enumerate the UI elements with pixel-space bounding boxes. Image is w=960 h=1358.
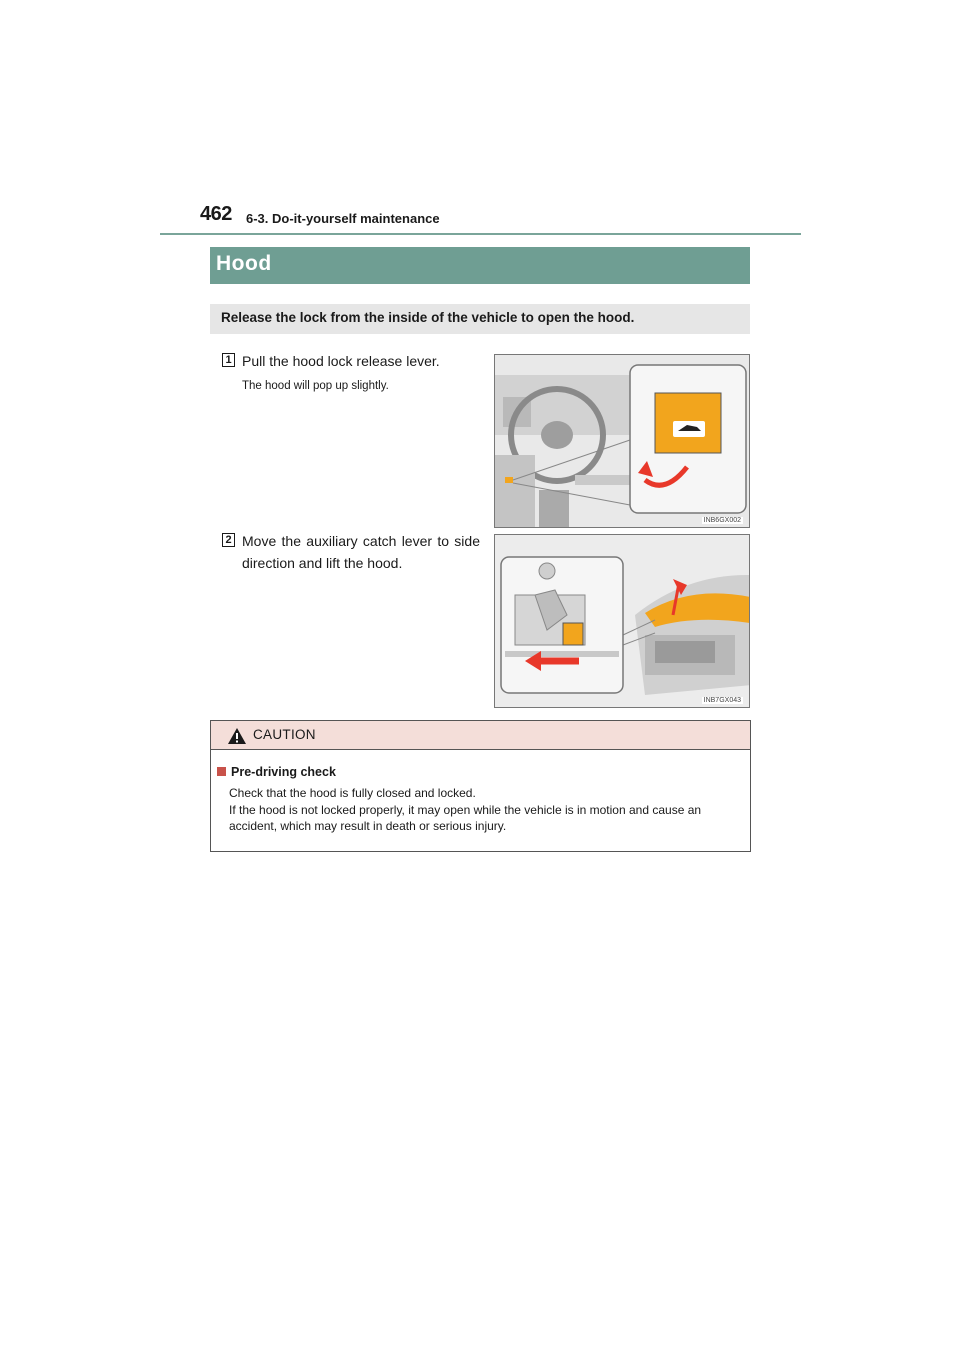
step-2-text: Move the auxiliary catch lever to side direction and lift the hood. — [242, 533, 480, 571]
dashboard-drawing — [495, 355, 750, 528]
caution-header — [211, 721, 750, 750]
caution-label: CAUTION — [253, 727, 316, 742]
hood-catch-drawing — [495, 535, 750, 708]
intro-text: Release the lock from the inside of the vehicle to open the hood. — [221, 310, 635, 325]
caution-body-line-1: Check that the hood is fully closed and locked. — [229, 786, 476, 800]
caution-body-line-2: If the hood is not locked properly, it may open while the vehicle is in motion and cause an accident, which may result in death or serious injury. — [229, 802, 702, 833]
step-2-number: 2 — [222, 533, 235, 547]
page-number: 462 — [200, 203, 232, 225]
illustration-code: INB7GX043 — [703, 697, 741, 704]
section-path: 6-3. Do-it-yourself maintenance — [246, 211, 440, 226]
caution-title-text: Pre-driving check — [231, 765, 336, 779]
intro-box — [210, 304, 750, 334]
caution-body — [229, 785, 741, 835]
caution-title — [217, 765, 336, 779]
section-title: Hood — [216, 252, 272, 275]
header-rule — [160, 233, 801, 235]
step-1-note: The hood will pop up slightly. — [242, 380, 389, 392]
illustration-code: INB6GX002 — [703, 517, 741, 524]
hood-release-lever-illustration — [494, 354, 750, 528]
caution-box — [210, 720, 751, 852]
auxiliary-catch-lever-illustration — [494, 534, 750, 708]
step-1-number: 1 — [222, 353, 235, 367]
warning-triangle-icon — [227, 727, 247, 745]
step-1-text: Pull the hood lock release lever. — [242, 353, 440, 369]
square-bullet-icon — [217, 767, 226, 776]
section-title-bar — [210, 247, 750, 284]
